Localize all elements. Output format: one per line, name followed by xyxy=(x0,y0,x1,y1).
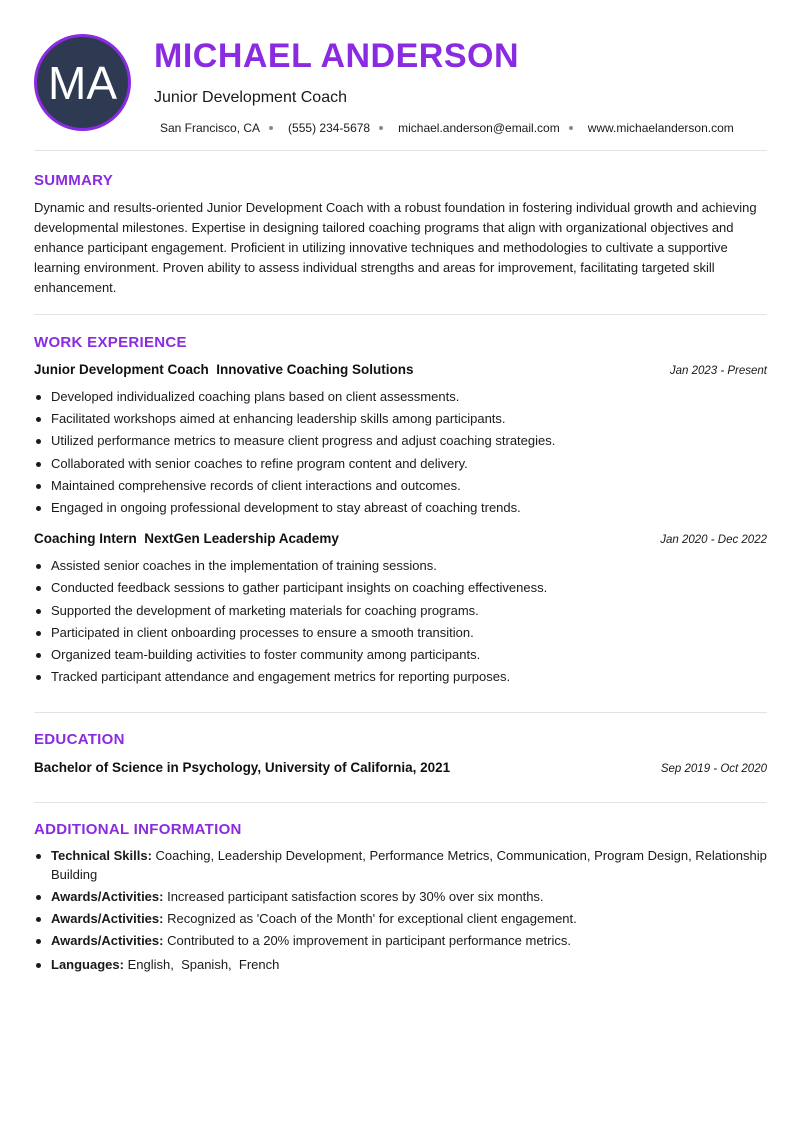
list-item: Facilitated workshops aimed at enhancing leadership skills among participants. xyxy=(34,408,767,430)
avatar-initials: MA xyxy=(48,56,117,109)
candidate-role: Junior Development Coach xyxy=(154,89,347,106)
info-label: Awards/Activities: xyxy=(51,932,164,948)
education-degree: Bachelor of Science in Psychology, University of California, 2021 xyxy=(34,760,451,776)
dot-separator-icon xyxy=(379,126,383,130)
section-title-additional: ADDITIONAL INFORMATION xyxy=(34,821,242,839)
dot-separator-icon xyxy=(269,126,273,130)
job-dates: Jan 2020 - Dec 2022 xyxy=(660,534,767,547)
list-item: Utilized performance metrics to measure client progress and adjust coaching strategies. xyxy=(34,430,767,452)
job-title: Coaching Intern NextGen Leadership Academy xyxy=(34,531,339,547)
info-value: Contributed to a 20% improvement in participant performance metrics. xyxy=(167,932,572,948)
job-header xyxy=(34,530,767,549)
dot-separator-icon xyxy=(569,126,573,130)
info-value: English, Spanish, French xyxy=(127,957,280,973)
list-item xyxy=(34,956,767,975)
list-item: Assisted senior coaches in the implementation of training sessions. xyxy=(34,555,767,577)
summary-text: Dynamic and results-oriented Junior Development Coach with a robust foundation in fostering individual growth and achieving developmental milestones. Expertise in designing tailored coaching programs that align with organizational objectives and enhance participant engagement. Proficient in utilizing innovative techniques and methodologies to cultivate a supportive learning environment. Proven ability to assess individual strengths and areas for improvement, facilitating targeted skill enhancement. xyxy=(34,200,757,295)
education-section xyxy=(34,713,767,803)
list-item: Engaged in ongoing professional development to stay abreast of coaching trends. xyxy=(34,497,767,519)
summary-section xyxy=(34,151,767,315)
list-item: Supported the development of marketing materials for coaching programs. xyxy=(34,600,767,622)
info-label: Awards/Activities: xyxy=(51,910,164,926)
section-title-summary: SUMMARY xyxy=(34,172,114,189)
list-item: Developed individualized coaching plans based on client assessments. xyxy=(34,386,767,408)
job-entry xyxy=(34,361,767,519)
additional-list xyxy=(34,847,767,975)
list-item xyxy=(34,932,767,951)
education-entry xyxy=(34,759,767,778)
experience-section xyxy=(34,315,767,713)
info-label: Technical Skills: xyxy=(51,848,152,864)
job-title: Junior Development Coach Innovative Coaching Solutions xyxy=(34,362,414,377)
resume-page xyxy=(34,0,767,978)
contact-line xyxy=(160,120,734,136)
list-item xyxy=(34,847,767,884)
candidate-name: MICHAEL ANDERSON xyxy=(154,37,520,75)
list-item: Organized team-building activities to foster community among participants. xyxy=(34,644,767,666)
section-title-experience: WORK EXPERIENCE xyxy=(34,334,187,351)
list-item: Conducted feedback sessions to gather participant insights on coaching effectiveness. xyxy=(34,577,767,599)
contact-phone: (555) 234-5678 xyxy=(288,121,371,135)
list-item: Tracked participant attendance and engagement metrics for reporting purposes. xyxy=(34,666,767,688)
info-label: Awards/Activities: xyxy=(51,888,164,904)
avatar xyxy=(34,34,131,131)
resume-header xyxy=(34,0,767,151)
job-bullets xyxy=(34,386,767,519)
info-value: Increased participant satisfaction scores by 30% over six months. xyxy=(167,888,544,904)
education-dates: Sep 2019 - Oct 2020 xyxy=(660,763,767,776)
info-value: Coaching, Leadership Development, Performance Metrics, Communication, Program Design, Relationship Building xyxy=(51,848,767,882)
info-label: Languages: xyxy=(51,957,124,973)
additional-section xyxy=(34,803,767,975)
contact-email[interactable]: michael.anderson@email.com xyxy=(398,121,560,135)
list-item: Participated in client onboarding processes to ensure a smooth transition. xyxy=(34,622,767,644)
job-header xyxy=(34,361,767,380)
section-title-education: EDUCATION xyxy=(34,731,125,749)
info-value: Recognized as 'Coach of the Month' for exceptional client engagement. xyxy=(167,910,577,926)
list-item xyxy=(34,910,767,929)
job-bullets xyxy=(34,555,767,688)
list-item: Collaborated with senior coaches to refine program content and delivery. xyxy=(34,453,767,475)
contact-location: San Francisco, CA xyxy=(160,121,261,135)
contact-website[interactable]: www.michaelanderson.com xyxy=(587,121,734,135)
job-entry xyxy=(34,530,767,688)
list-item: Maintained comprehensive records of client interactions and outcomes. xyxy=(34,475,767,497)
list-item xyxy=(34,888,767,907)
job-dates: Jan 2023 - Present xyxy=(669,365,767,377)
